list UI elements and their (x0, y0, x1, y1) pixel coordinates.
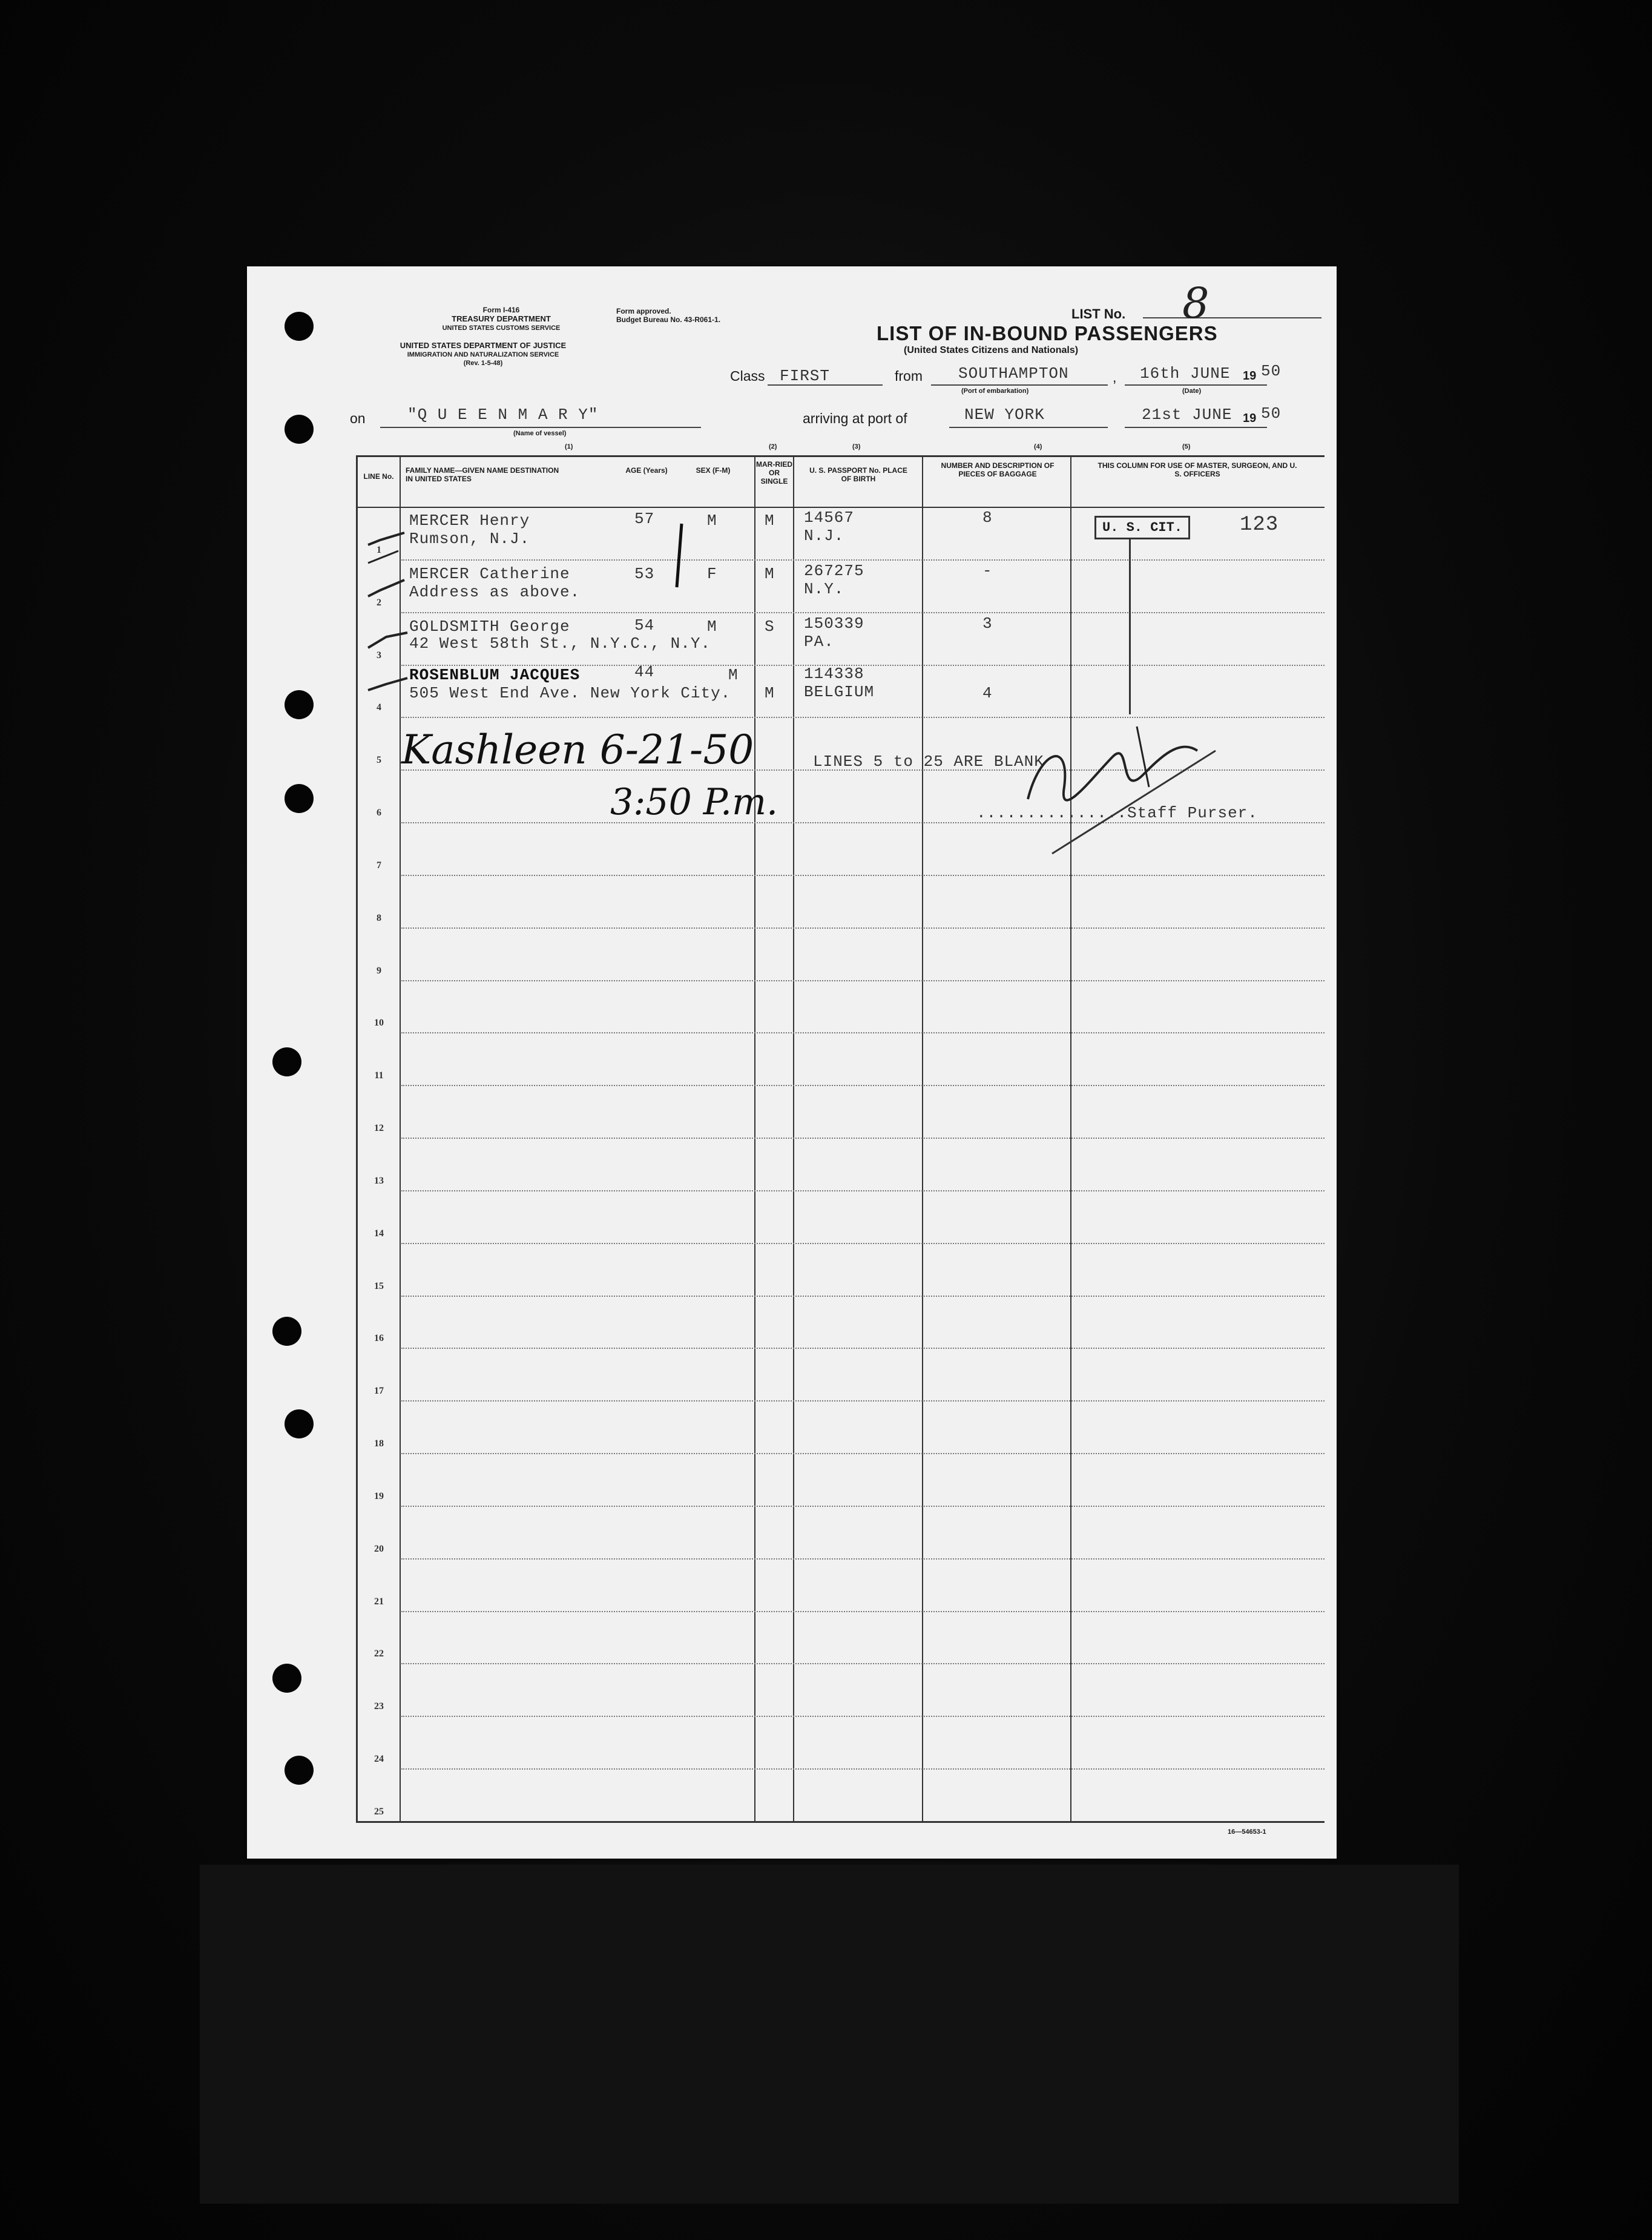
passenger-passport: 114338 (804, 665, 864, 683)
handwritten-time: 3:50 P.m. (610, 781, 778, 823)
check-marks (362, 509, 423, 726)
col-header-name: FAMILY NAME—GIVEN NAME DESTINATION IN UNITED STATES (406, 466, 559, 483)
caption-2: (2) (769, 443, 777, 450)
passenger-name: MERCER Henry (409, 512, 530, 530)
passenger-passport: 150339 (804, 614, 864, 633)
handwritten-inspector: Kashleen 6-21-50 (401, 726, 754, 773)
passenger-baggage: 8 (982, 509, 993, 527)
line-number: 10 (374, 1018, 384, 1029)
table-top-border (356, 455, 1325, 457)
line-number: 12 (374, 1123, 384, 1134)
passenger-sex: M (707, 512, 717, 530)
caption-3: (3) (852, 443, 861, 450)
revision-label: (Rev. 1-5-48) (463, 360, 503, 367)
passenger-destination: 42 West 58th St., N.Y.C., N.Y. (409, 634, 711, 653)
document-subtitle: (United States Citizens and Nationals) (904, 345, 1079, 355)
blank-lines-note: LINES 5 to 25 ARE BLANK (813, 753, 1044, 771)
punch-hole (272, 1317, 301, 1346)
col-header-baggage: NUMBER AND DESCRIPTION OF PIECES OF BAGGAGE (941, 461, 1055, 478)
document-title: LIST OF IN-BOUND PASSENGERS (877, 322, 1218, 344)
col-header-married: MAR-RIED OR SINGLE (756, 460, 792, 486)
table-header-border (356, 507, 1325, 508)
footer-code: 16—54653-1 (1228, 1828, 1266, 1836)
line-number: 22 (374, 1649, 384, 1659)
row-rule (401, 1138, 1325, 1139)
line-number: 3 (377, 650, 381, 660)
passenger-age: 53 (634, 565, 655, 583)
passenger-passport: 267275 (804, 562, 864, 580)
line-number: 16 (374, 1333, 384, 1344)
passenger-marital: M (765, 684, 775, 702)
from-label: from (895, 368, 923, 384)
film-band (200, 1865, 1459, 2204)
class-label: Class (730, 368, 765, 384)
punch-hole (285, 690, 314, 719)
caption-4: (4) (1034, 443, 1042, 450)
line-number: 9 (377, 965, 381, 976)
line-number: 6 (377, 808, 381, 819)
punch-hole (285, 784, 314, 813)
col-header-passport: U. S. PASSPORT No. PLACE OF BIRTH (809, 466, 907, 483)
passenger-passport: 14567 (804, 509, 855, 527)
depart-year: 50 (1261, 362, 1282, 380)
arrival-year: 50 (1261, 404, 1282, 423)
col-header-sex: SEX (F-M) (696, 466, 731, 475)
arrival-date: 21st JUNE (1142, 406, 1232, 424)
line-number: 20 (374, 1543, 384, 1554)
date-line (1125, 384, 1267, 386)
form-number: Form I-416 (482, 306, 520, 314)
line-number: 7 (377, 860, 381, 871)
passenger-marital: S (765, 618, 775, 636)
passenger-baggage: 4 (982, 684, 993, 702)
line-number: 19 (374, 1491, 384, 1501)
punch-hole (285, 1409, 314, 1438)
passenger-name: GOLDSMITH George (409, 618, 570, 636)
class-value: FIRST (780, 367, 831, 385)
customs-label: UNITED STATES CUSTOMS SERVICE (442, 324, 561, 332)
col-header-age: AGE (Years) (625, 466, 668, 475)
justice-label: UNITED STATES DEPARTMENT OF JUSTICE (400, 341, 567, 350)
citizen-stamp: U. S. CIT. (1094, 516, 1190, 539)
line-number: 11 (374, 1070, 384, 1081)
purser-signature (1016, 702, 1270, 860)
arrival-port-line (949, 427, 1108, 428)
row-rule (401, 1768, 1325, 1770)
arriving-label: arriving at port of (803, 410, 907, 426)
row-rule (401, 927, 1325, 929)
officer-count: 123 (1240, 513, 1279, 536)
on-label: on (350, 410, 366, 426)
officer-bracket (1129, 539, 1131, 714)
passenger-age: 54 (634, 616, 655, 634)
passenger-name: ROSENBLUM JACQUES (409, 666, 581, 684)
list-no-line (1143, 317, 1321, 318)
passenger-birthplace: BELGIUM (804, 683, 875, 701)
vessel-name: "Q U E E N M A R Y" (407, 406, 599, 424)
depart-date: 16th JUNE (1140, 364, 1231, 383)
passenger-name: MERCER Catherine (409, 565, 570, 583)
row-rule (401, 1453, 1325, 1454)
line-number: 4 (377, 702, 381, 713)
treasury-label: TREASURY DEPARTMENT (452, 314, 551, 323)
row-rule (401, 1085, 1325, 1086)
row-rule (401, 612, 1325, 613)
from-value: SOUTHAMPTON (958, 364, 1069, 383)
passenger-age: 57 (634, 510, 655, 528)
row-rule (401, 1716, 1325, 1717)
arrival-date-line (1125, 427, 1267, 428)
row-rule (401, 1032, 1325, 1033)
punch-hole (285, 1756, 314, 1785)
staff-purser-line: ...............Staff Purser. (976, 804, 1258, 822)
line-number: 2 (377, 597, 381, 608)
passenger-sex: M (707, 618, 717, 636)
passenger-sex: F (707, 565, 717, 583)
from-line (931, 384, 1108, 386)
caption-5: (5) (1182, 443, 1191, 450)
port-embark-caption: (Port of embarkation) (961, 387, 1029, 395)
row-rule (401, 1190, 1325, 1191)
comma: , (1113, 369, 1117, 385)
passenger-sex: M (728, 666, 739, 684)
line-number: 25 (374, 1807, 384, 1817)
caption-1: (1) (565, 443, 573, 450)
punch-hole (285, 415, 314, 444)
line-number: 15 (374, 1280, 384, 1291)
col-header-officers: THIS COLUMN FOR USE OF MASTER, SURGEON, AND U. S. OFFICERS (1097, 461, 1297, 478)
tick-stroke (671, 521, 689, 593)
punch-hole (285, 312, 314, 341)
line-number: 18 (374, 1438, 384, 1449)
line-number: 14 (374, 1228, 384, 1239)
line-number: 17 (374, 1386, 384, 1397)
passenger-birthplace: N.Y. (804, 580, 844, 598)
row-rule (401, 1296, 1325, 1297)
row-rule (401, 559, 1325, 561)
passenger-birthplace: N.J. (804, 527, 844, 545)
passenger-destination: 505 West End Ave. New York City. (409, 684, 731, 702)
vessel-line (380, 427, 701, 428)
passenger-destination: Rumson, N.J. (409, 530, 530, 548)
line-number: 13 (374, 1175, 384, 1186)
row-rule (401, 1243, 1325, 1244)
punch-hole (272, 1047, 301, 1076)
row-rule (401, 1558, 1325, 1560)
passenger-age: 44 (634, 663, 655, 681)
line-number: 24 (374, 1754, 384, 1765)
line-number: 8 (377, 912, 381, 923)
table-left-border (356, 455, 358, 1822)
vessel-caption: (Name of vessel) (513, 430, 567, 437)
passenger-baggage: 3 (982, 614, 993, 633)
passenger-birthplace: PA. (804, 633, 834, 651)
passenger-baggage: - (982, 562, 993, 580)
document-page (247, 266, 1337, 1859)
row-rule (401, 875, 1325, 876)
col-header-line: LINE No. (363, 472, 394, 481)
passenger-marital: M (765, 565, 775, 583)
passenger-marital: M (765, 512, 775, 530)
row-rule (401, 1506, 1325, 1507)
arrival-year-prefix: 19 (1243, 412, 1257, 425)
budget-label: Budget Bureau No. 43-R061-1. (616, 315, 721, 324)
table-bottom-border (356, 1821, 1325, 1823)
line-number: 1 (377, 544, 381, 555)
row-rule (401, 1400, 1325, 1402)
list-no-value: 8 (1182, 278, 1209, 328)
list-no-label: LIST No. (1071, 306, 1126, 321)
date-caption: (Date) (1182, 387, 1202, 395)
ins-label: IMMIGRATION AND NATURALIZATION SERVICE (407, 351, 559, 358)
row-rule (401, 1663, 1325, 1664)
depart-year-prefix: 19 (1243, 369, 1257, 383)
row-rule (401, 980, 1325, 981)
line-number: 5 (377, 755, 381, 766)
line-number: 23 (374, 1701, 384, 1712)
punch-hole (272, 1664, 301, 1693)
passenger-destination: Address as above. (409, 583, 581, 601)
approved-label: Form approved. (616, 307, 671, 315)
row-rule (401, 1348, 1325, 1349)
line-number: 21 (374, 1596, 384, 1607)
row-rule (401, 1611, 1325, 1612)
arrival-port: NEW YORK (964, 406, 1045, 424)
